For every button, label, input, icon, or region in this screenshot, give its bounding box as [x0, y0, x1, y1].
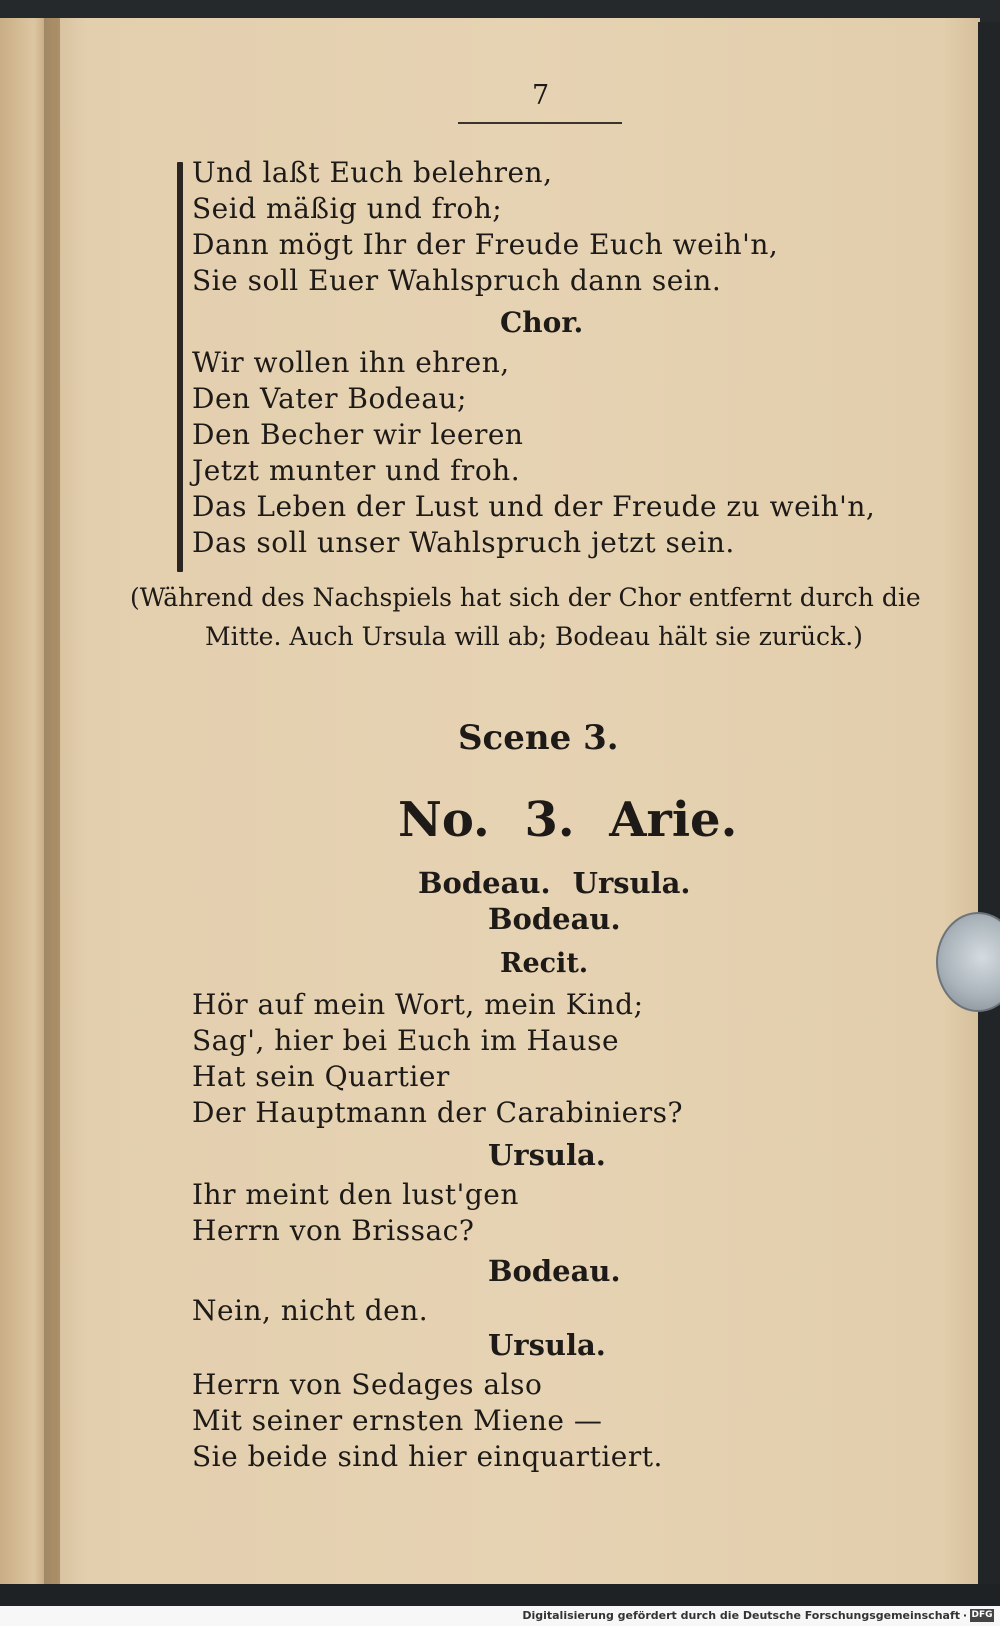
dialogue-line: Mit seiner ernsten Miene —	[192, 1404, 603, 1437]
dialogue-line: Herrn von Brissac?	[192, 1214, 475, 1247]
book-bottom-edge	[0, 1584, 1000, 1606]
credit-separator: ·	[962, 1609, 967, 1622]
digitization-credit: Digitalisierung gefördert durch die Deutsche Forschungsgemeinschaft	[522, 1609, 960, 1622]
verse-line: Jetzt munter und froh.	[192, 454, 521, 487]
chorus-heading: Chor.	[500, 306, 584, 339]
book-right-edge	[978, 22, 1000, 1592]
spine-shadow	[44, 18, 58, 1588]
verse-line: Und laßt Euch belehren,	[192, 156, 553, 189]
verse-line: Den Becher wir leeren	[192, 418, 524, 451]
verse-line: Sie soll Euer Wahlspruch dann sein.	[192, 264, 722, 297]
dialogue-line: Nein, nicht den.	[192, 1294, 429, 1327]
verse-line: Den Vater Bodeau;	[192, 382, 467, 415]
characters-line: Bodeau. Ursula.	[418, 866, 691, 900]
footer-strip	[0, 1606, 1000, 1626]
dialogue-line: Ihr meint den lust'gen	[192, 1178, 519, 1211]
verse-line: Wir wollen ihn ehren,	[192, 346, 510, 379]
dialogue-line: Sag', hier bei Euch im Hause	[192, 1024, 620, 1057]
stage-direction-line: (Während des Nachspiels hat sich der Chor entfernt durch die	[130, 583, 921, 612]
speaker-name: Ursula.	[488, 1138, 606, 1172]
verse-line: Dann mögt Ihr der Freude Euch weih'n,	[192, 228, 779, 261]
verse-line: Das Leben der Lust und der Freude zu weih'n,	[192, 490, 876, 523]
dialogue-line: Hat sein Quartier	[192, 1060, 450, 1093]
speaker-name: Bodeau.	[488, 1254, 621, 1288]
dfg-logo: DFG	[971, 1610, 993, 1620]
dialogue-line: Sie beide sind hier einquartiert.	[192, 1440, 663, 1473]
speaker-name: Ursula.	[488, 1328, 606, 1362]
speaker-name: Bodeau.	[488, 902, 621, 936]
verse-line: Das soll unser Wahlspruch jetzt sein.	[192, 526, 735, 559]
number-title: No. 3. Arie.	[398, 792, 738, 848]
page-number: 7	[532, 80, 550, 111]
dialogue-line: Hör auf mein Wort, mein Kind;	[192, 988, 644, 1021]
dialogue-line: Der Hauptmann der Carabiniers?	[192, 1096, 684, 1129]
stage-direction-line: Mitte. Auch Ursula will ab; Bodeau hält sie zurück.)	[205, 622, 863, 651]
verse-line: Seid mäßig und froh;	[192, 192, 503, 225]
scene-title: Scene 3.	[458, 718, 619, 758]
page-number-rule	[458, 122, 622, 124]
recit-marker: Recit.	[500, 948, 589, 979]
dialogue-line: Herrn von Sedages also	[192, 1368, 543, 1401]
verse-bracket	[177, 162, 183, 572]
